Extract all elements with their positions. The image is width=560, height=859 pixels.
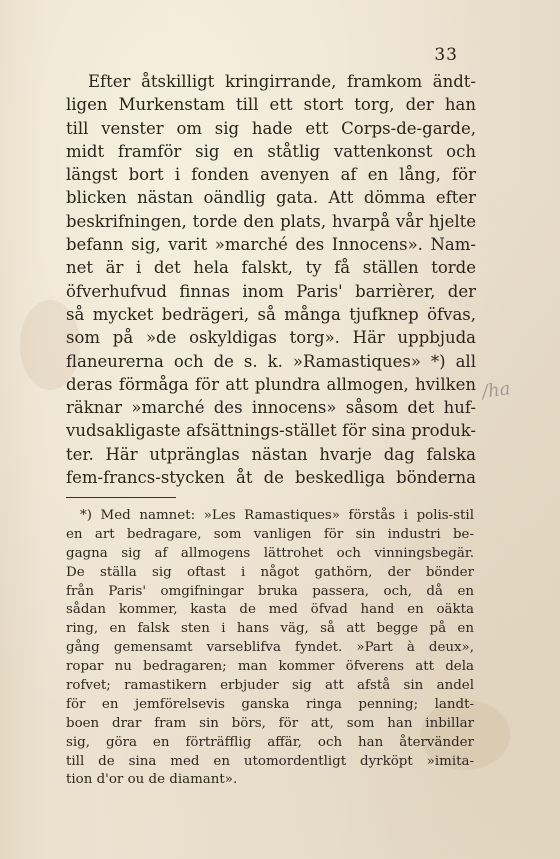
main-text-block <box>66 70 476 489</box>
footnote-line: gång gemensamt varseblifva fyndet. »Part à deux», <box>66 640 474 656</box>
footnote-line: De ställa sig oftast i något gathörn, der bönder <box>66 564 474 580</box>
footnote-line: för en jemförelsevis ganska ringa penning; landt- <box>66 696 474 712</box>
text-line: midt framför sig en ståtlig vattenkonst och <box>66 141 476 161</box>
text-line: flaneurerna och de s. k. »Ramastiques» *) all <box>66 351 476 371</box>
footnote-line: till de sina med en utomordentligt dyrköpt »imita- <box>66 753 474 769</box>
footnote-line: boen drar fram sin börs, för att, som han inbillar <box>66 715 474 731</box>
text-line: ligen Murkenstam till ett stort torg, der han <box>66 95 476 115</box>
footnote-line: en art bedragare, som vanligen för sin industri be- <box>66 526 474 542</box>
footnote-line: tion d'or ou de diamant». <box>66 772 238 788</box>
footnote-line: rofvet; ramastikern erbjuder sig att afstå sin andel <box>66 678 474 694</box>
handwritten-margin-note: /ha <box>480 378 512 403</box>
text-line: som på »de oskyldigas torg». Här uppbjuda <box>66 328 476 348</box>
text-line: vudsakligaste afsättnings-stället för sina produk- <box>66 421 476 441</box>
text-line: blicken nästan oändlig gata. Att dömma efter <box>66 188 476 208</box>
footnote-line: gagna sig af allmogens lättrohet och vinningsbegär. <box>66 545 474 561</box>
footnote-line: ropar nu bedragaren; man kommer öfverens att dela <box>66 659 474 675</box>
page-number: 33 <box>434 45 458 65</box>
footnote-line: sig, göra en förträfflig affär, och han återvänder <box>66 734 474 750</box>
footnote-line: från Paris' omgifningar bruka passera, och, då en <box>66 583 474 599</box>
text-line: beskrifningen, torde den plats, hvarpå vår hjelte <box>66 211 476 231</box>
footnote-divider <box>66 497 176 498</box>
text-line: så mycket bedrägeri, så många tjufknep öfvas, <box>66 304 476 324</box>
footnote-line: ring, en falsk sten i hans väg, så att begge på en <box>66 621 474 637</box>
footnote-line: sådan kommer, kasta de med öfvad hand en oäkta <box>66 602 474 618</box>
text-line: öfverhufvud finnas inom Paris' barrièrer, der <box>66 281 476 301</box>
text-line: längst bort i fonden avenyen af en lång, för <box>66 165 476 185</box>
footnote-block <box>66 507 474 790</box>
text-line: räknar »marché des innocens» såsom det huf- <box>66 398 476 418</box>
footnote-line: *) Med namnet: »Les Ramastiques» förstås i polis-stil <box>80 508 474 523</box>
text-line: ter. Här utpränglas nästan hvarje dag falska <box>66 444 476 464</box>
text-line: deras förmåga för att plundra allmogen, hvilken <box>66 374 476 394</box>
text-line: fem-francs-stycken åt de beskedliga bönderna <box>66 468 476 488</box>
text-line: Efter åtskilligt kringirrande, framkom ändt- <box>88 72 476 91</box>
text-line: net är i det hela falskt, ty få ställen torde <box>66 258 476 278</box>
text-line: till venster om sig hade ett Corps-de-garde, <box>66 118 476 138</box>
text-line: befann sig, varit »marché des Innocens». Nam- <box>66 235 476 255</box>
